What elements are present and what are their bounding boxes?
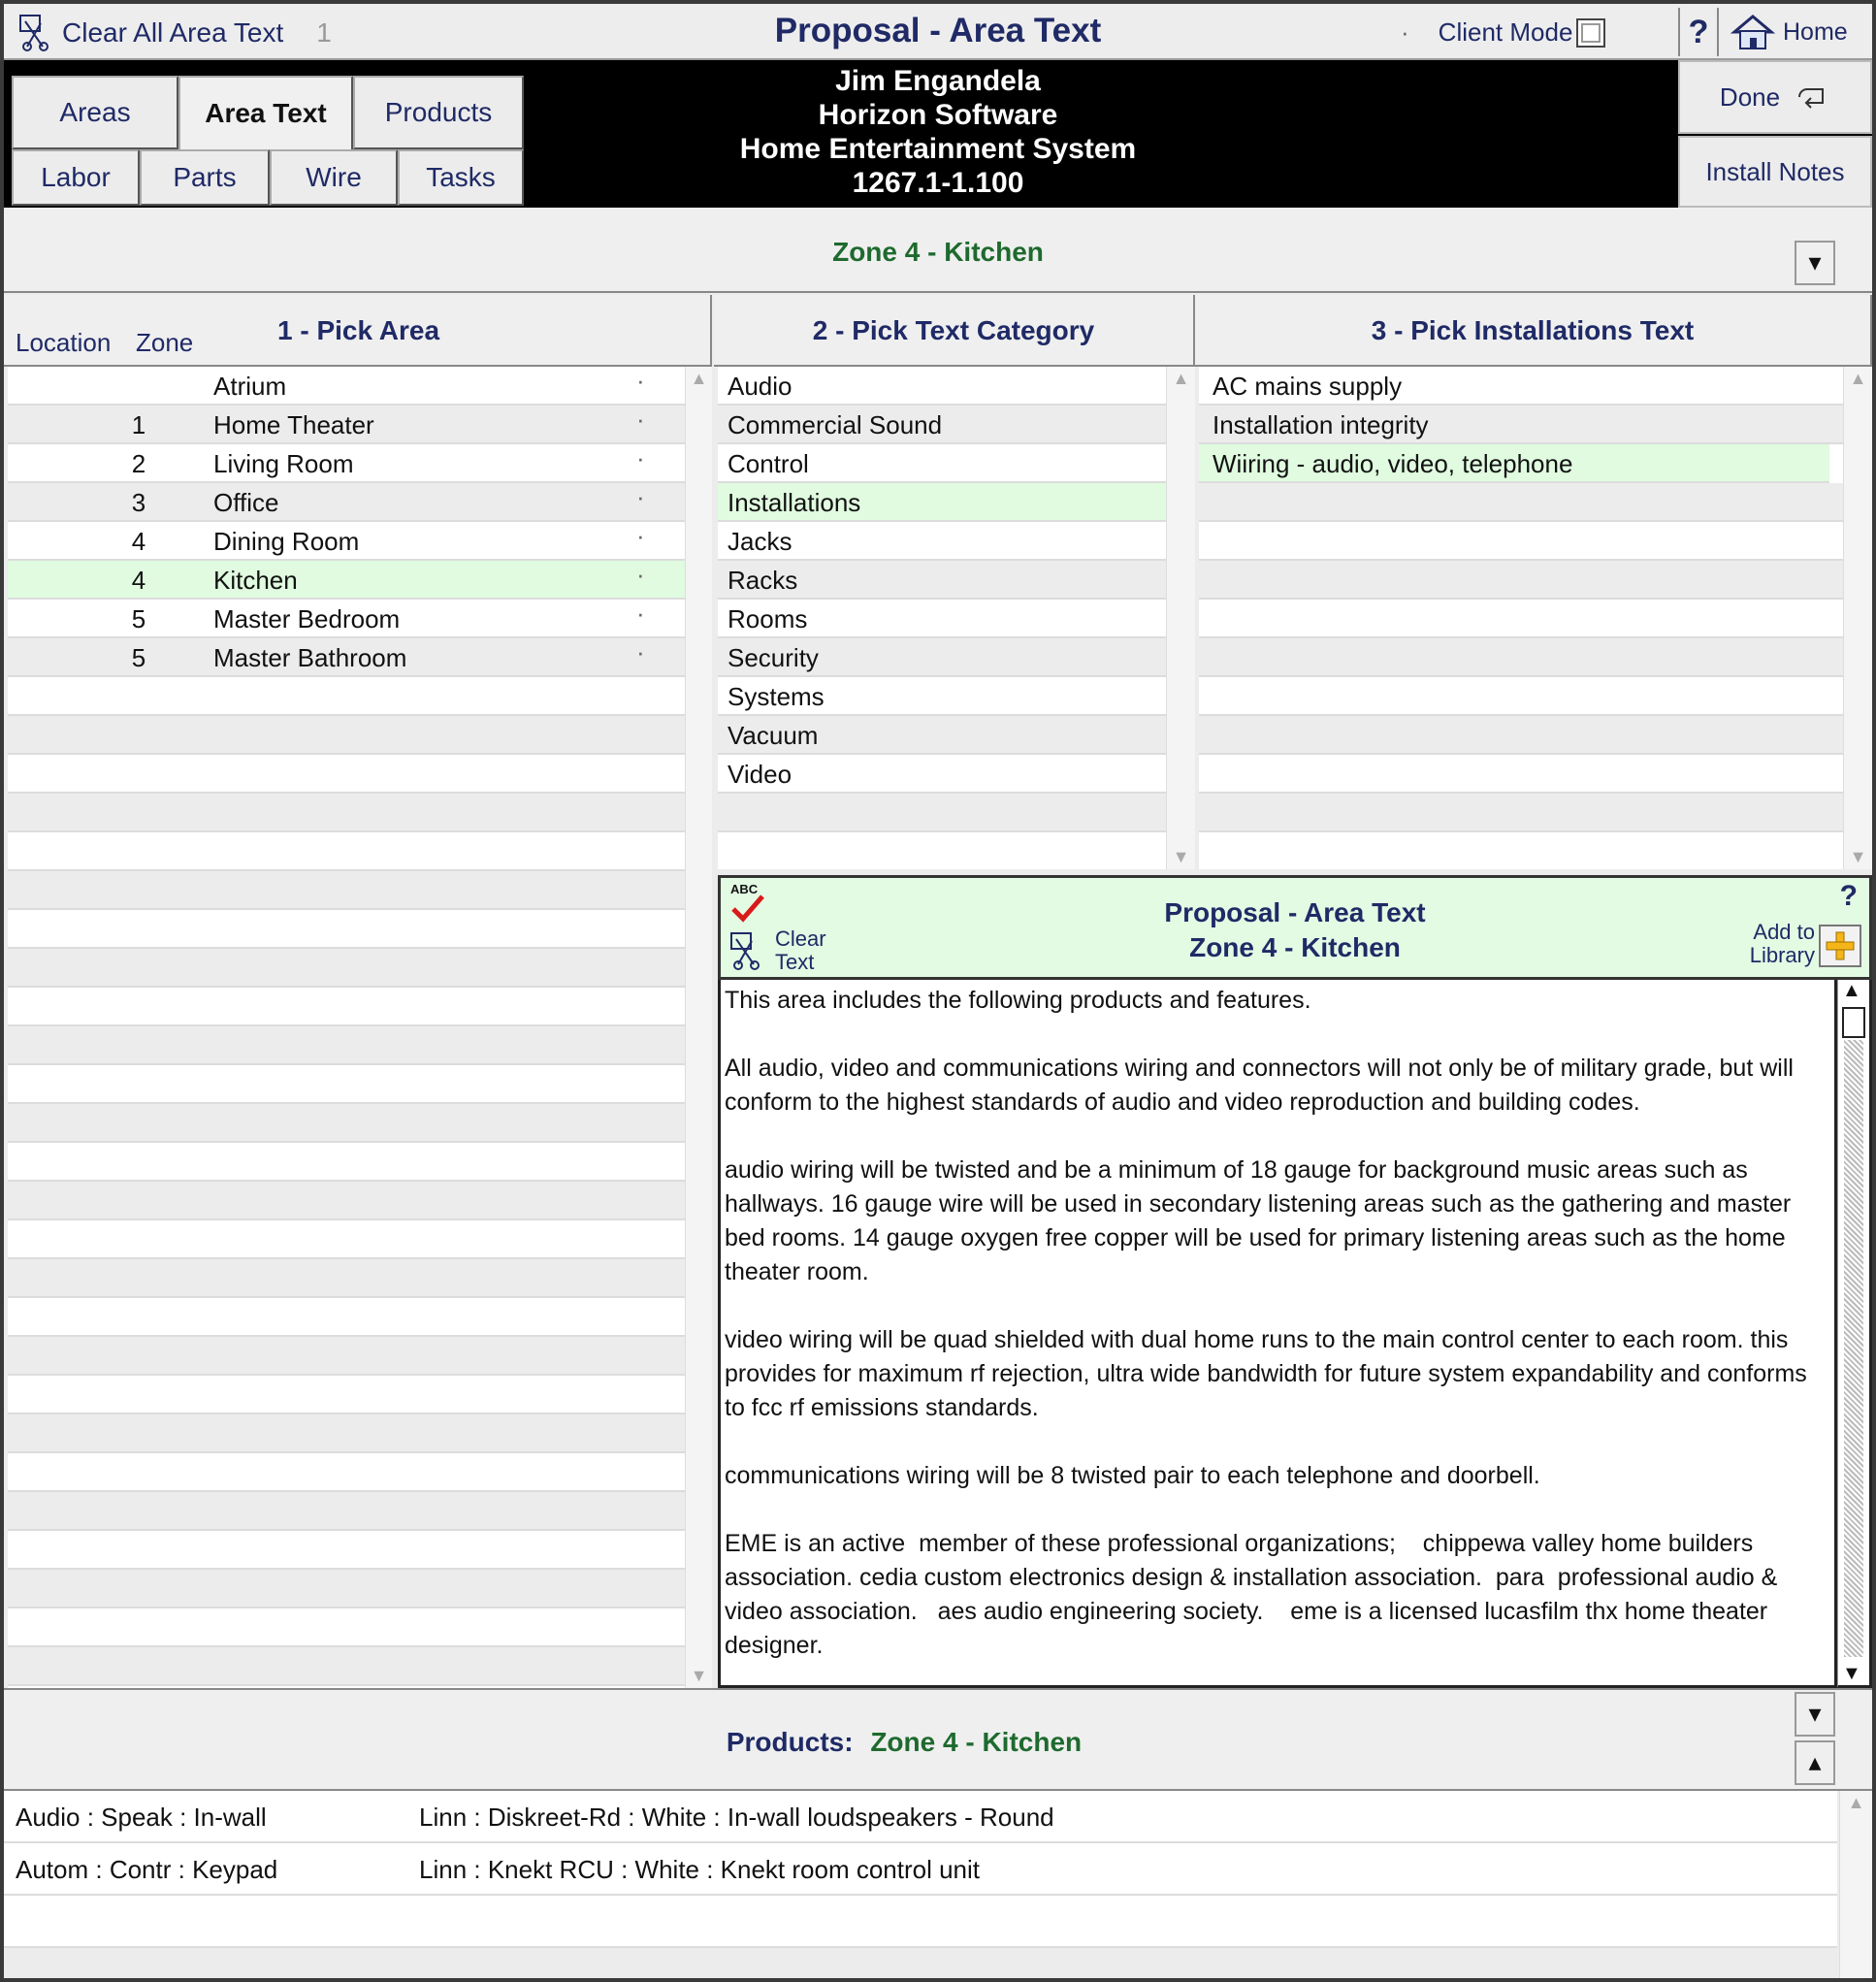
installation-row[interactable] xyxy=(1199,755,1843,794)
product-description: Linn : Knekt RCU : White : Knekt room control unit xyxy=(419,1855,981,1884)
scroll-down-icon[interactable]: ▼ xyxy=(1842,1663,1861,1684)
clear-all-count: 1 xyxy=(316,17,332,48)
page-title: Proposal - Area Text xyxy=(774,12,1102,49)
area-name: Master Bathroom xyxy=(213,643,407,672)
text-editor-header xyxy=(718,875,1872,980)
area-dot: · xyxy=(636,599,645,628)
area-name: Atrium xyxy=(213,372,287,401)
home-label: Home xyxy=(1783,17,1848,46)
category-label: Security xyxy=(728,643,819,672)
area-list-scrollbar[interactable] xyxy=(685,367,712,1688)
area-row[interactable] xyxy=(8,1220,685,1259)
products-title xyxy=(4,1727,1804,1758)
installations-list[interactable] xyxy=(1199,367,1843,869)
tab-tasks[interactable]: Tasks xyxy=(398,149,524,206)
zone-title: Zone 4 - Kitchen xyxy=(832,237,1044,267)
pick-category-header: 2 - Pick Text Category xyxy=(714,295,1195,367)
scroll-down-icon[interactable]: ▼ xyxy=(1849,847,1867,866)
installation-row[interactable] xyxy=(1199,444,1829,483)
editor-paragraph: All audio, video and communications wiring and connectors will not only be of military grade, but will conform to the highest standards of audio and video reproduction and building codes. xyxy=(725,1055,1800,1116)
company-name: Horizon Software xyxy=(818,99,1058,131)
area-row[interactable] xyxy=(8,755,685,794)
installation-label: Wiiring - audio, video, telephone xyxy=(1213,449,1573,478)
area-zone: 4 xyxy=(131,566,146,595)
scroll-up-icon[interactable]: ▲ xyxy=(1842,980,1861,1001)
area-row[interactable] xyxy=(8,1492,685,1531)
product-category: Audio : Speak : In-wall xyxy=(16,1803,267,1832)
category-row[interactable] xyxy=(718,600,1166,638)
area-row[interactable] xyxy=(8,1531,685,1570)
installation-row[interactable] xyxy=(1199,677,1843,716)
area-dot: · xyxy=(636,521,645,550)
client-mode-toggle[interactable] xyxy=(1401,17,1605,48)
tab-area-text[interactable]: Area Text xyxy=(178,76,353,149)
category-label: Racks xyxy=(728,566,798,595)
category-label: Audio xyxy=(728,372,792,401)
category-row[interactable] xyxy=(718,367,1166,406)
area-row[interactable] xyxy=(8,871,685,910)
area-row[interactable] xyxy=(8,522,685,561)
scroll-down-icon[interactable]: ▼ xyxy=(690,1666,708,1685)
clear-text-label-2: Text xyxy=(775,950,815,974)
scroll-track[interactable] xyxy=(1844,1040,1863,1657)
editor-scrollbar[interactable] xyxy=(1837,980,1872,1688)
area-dot: · xyxy=(636,443,645,472)
plus-icon xyxy=(1825,930,1856,961)
help-button[interactable]: ? xyxy=(1678,8,1719,56)
products-bar xyxy=(4,1688,1872,1791)
clear-all-label: Clear All Area Text xyxy=(62,17,284,48)
installation-label: Installation integrity xyxy=(1213,410,1429,439)
area-row[interactable] xyxy=(8,1414,685,1453)
product-category: Autom : Contr : Keypad xyxy=(16,1855,278,1884)
category-label: Installations xyxy=(728,488,861,517)
category-row[interactable] xyxy=(718,483,1166,522)
product-row[interactable] xyxy=(4,1896,1837,1948)
done-button[interactable] xyxy=(1678,60,1872,134)
category-row[interactable] xyxy=(718,755,1166,794)
installation-row[interactable] xyxy=(1199,483,1843,522)
area-zone: 5 xyxy=(131,643,146,672)
pick-area-header xyxy=(4,295,712,367)
area-row[interactable] xyxy=(8,367,685,406)
area-row[interactable] xyxy=(8,1337,685,1376)
spell-check-icon: ABC xyxy=(730,882,759,896)
area-text-editor[interactable] xyxy=(718,980,1837,1688)
area-zone: 4 xyxy=(131,527,146,556)
return-icon xyxy=(1794,83,1830,111)
area-name: Office xyxy=(213,488,279,517)
product-row[interactable] xyxy=(4,1791,1837,1843)
category-row[interactable] xyxy=(718,406,1166,444)
area-name: Home Theater xyxy=(213,410,374,439)
installations-list-scrollbar[interactable] xyxy=(1843,367,1872,869)
area-list[interactable] xyxy=(8,367,685,1688)
category-row[interactable] xyxy=(718,561,1166,600)
category-label: Jacks xyxy=(728,527,792,556)
editor-help-icon[interactable]: ? xyxy=(1839,880,1858,912)
editor-paragraph: communications wiring will be 8 twisted pair to each telephone and doorbell. xyxy=(725,1462,1540,1489)
add-to-library-button[interactable] xyxy=(1819,925,1861,967)
product-description: Linn : Diskreet-Rd : White : In-wall loudspeakers - Round xyxy=(419,1803,1054,1832)
area-row[interactable] xyxy=(8,1104,685,1143)
editor-paragraph: This area includes the following products and features. xyxy=(725,987,1311,1014)
area-row[interactable] xyxy=(8,910,685,949)
scroll-down-icon[interactable]: ▼ xyxy=(1172,847,1190,866)
pick-installations-header: 3 - Pick Installations Text xyxy=(1195,295,1872,367)
area-row[interactable] xyxy=(8,794,685,832)
product-row[interactable] xyxy=(4,1843,1837,1896)
category-row[interactable] xyxy=(718,794,1166,832)
area-row[interactable] xyxy=(8,483,685,522)
scroll-up-icon[interactable]: ▲ xyxy=(1172,369,1190,388)
category-label: Video xyxy=(728,760,792,789)
area-zone: 5 xyxy=(131,604,146,634)
scroll-up-icon[interactable]: ▲ xyxy=(1849,369,1867,388)
client-mode-dot: · xyxy=(1401,17,1409,47)
area-zone: 1 xyxy=(131,410,146,439)
editor-paragraph: EME is an active member of these professional organizations; chippewa valley home builders association. cedia custom electronics design & installation association. para professional audio & video association. aes audio engineering society. eme is a licensed lucasfilm thx home theater designer. xyxy=(725,1530,1785,1659)
category-row[interactable] xyxy=(718,677,1166,716)
installation-row[interactable] xyxy=(1199,561,1843,600)
installation-row[interactable] xyxy=(1199,522,1843,561)
area-row[interactable] xyxy=(8,988,685,1026)
area-row[interactable] xyxy=(8,406,685,444)
tab-labor[interactable]: Labor xyxy=(12,149,140,206)
category-row[interactable] xyxy=(718,444,1166,483)
area-row[interactable] xyxy=(8,444,685,483)
pick-area-title: 1 - Pick Area xyxy=(277,315,440,345)
area-dot: · xyxy=(636,637,645,666)
editor-subtitle: Zone 4 - Kitchen xyxy=(1189,932,1401,962)
editor-paragraph: audio wiring will be twisted and be a minimum of 18 gauge for background music areas such as hallways. 16 gauge wire will be used in secondary listening areas such as the gathering and master bed rooms. 14 gauge oxygen free copper will be used for primary listening areas such as the home theater room. xyxy=(725,1156,1798,1285)
area-row[interactable] xyxy=(8,561,685,600)
area-row[interactable] xyxy=(8,1182,685,1220)
collapse-button[interactable] xyxy=(1795,241,1835,285)
area-row[interactable] xyxy=(8,716,685,755)
area-dot: · xyxy=(636,482,645,511)
location-label: Location xyxy=(16,328,112,357)
area-row[interactable] xyxy=(8,1608,685,1647)
client-name: Jim Engandela xyxy=(835,65,1041,97)
category-list-scrollbar[interactable] xyxy=(1166,367,1195,869)
installation-row[interactable] xyxy=(1199,794,1843,832)
area-row[interactable] xyxy=(8,1143,685,1182)
area-row[interactable] xyxy=(8,1647,685,1686)
installation-row[interactable] xyxy=(1199,638,1843,677)
area-row[interactable] xyxy=(8,832,685,871)
category-label: Control xyxy=(728,449,809,478)
scroll-thumb[interactable] xyxy=(1842,1007,1865,1038)
category-label: Systems xyxy=(728,682,825,711)
collapse-up-icon: ▴ xyxy=(1808,1747,1822,1776)
client-mode-label: Client Mode xyxy=(1438,17,1573,47)
area-row[interactable] xyxy=(8,1065,685,1104)
category-label: Commercial Sound xyxy=(728,410,943,439)
products-prefix: Products: xyxy=(726,1727,854,1757)
tab-products[interactable]: Products xyxy=(353,76,524,149)
done-label: Done xyxy=(1719,81,1781,112)
category-list[interactable] xyxy=(718,367,1166,869)
area-row[interactable] xyxy=(8,1026,685,1065)
home-button[interactable] xyxy=(1730,8,1848,56)
home-icon xyxy=(1730,13,1775,51)
area-name: Kitchen xyxy=(213,566,298,595)
zone-bar xyxy=(4,208,1872,293)
area-dot: · xyxy=(636,367,645,395)
area-zone: 3 xyxy=(131,488,146,517)
collapse-icon: ▾ xyxy=(1808,247,1822,276)
collapse-up-button[interactable] xyxy=(1795,1740,1835,1785)
library-label: Library xyxy=(1749,943,1815,967)
scroll-up-icon[interactable]: ▲ xyxy=(1847,1793,1865,1812)
category-label: Vacuum xyxy=(728,721,819,750)
add-to-label: Add to xyxy=(1753,920,1815,944)
products-scrollbar[interactable] xyxy=(1839,1791,1872,1982)
category-row[interactable] xyxy=(718,716,1166,755)
products-zone: Zone 4 - Kitchen xyxy=(870,1727,1083,1757)
category-label: Rooms xyxy=(728,604,808,634)
install-notes-button[interactable]: Install Notes xyxy=(1678,136,1872,208)
installation-row[interactable] xyxy=(1199,406,1843,444)
tab-wire[interactable]: Wire xyxy=(270,149,398,206)
area-dot: · xyxy=(636,405,645,434)
area-zone: 2 xyxy=(131,449,146,478)
installation-row[interactable] xyxy=(1199,600,1843,638)
area-name: Dining Room xyxy=(213,527,360,556)
installation-row[interactable] xyxy=(1199,367,1843,406)
area-row[interactable] xyxy=(8,677,685,716)
area-row[interactable] xyxy=(8,1570,685,1608)
client-mode-checkbox[interactable] xyxy=(1576,18,1605,48)
area-dot: · xyxy=(636,560,645,589)
area-name: Master Bedroom xyxy=(213,604,401,634)
area-row[interactable] xyxy=(8,1259,685,1298)
category-row[interactable] xyxy=(718,522,1166,561)
area-row[interactable] xyxy=(8,600,685,638)
area-row[interactable] xyxy=(8,1376,685,1414)
editor-paragraph: video wiring will be quad shielded with dual home runs to the main control center to each room. this provides for maximum rf rejection, ultra wide bandwidth for future system expandability and conforms to fcc rf emissions standards. xyxy=(725,1326,1814,1421)
add-to-library-label xyxy=(1750,921,1815,967)
collapse-down-icon: ▾ xyxy=(1808,1699,1822,1728)
proposal-info xyxy=(547,64,1329,200)
scroll-up-icon[interactable]: ▲ xyxy=(690,369,708,388)
area-row[interactable] xyxy=(8,638,685,677)
editor-title: Proposal - Area Text xyxy=(1164,897,1426,927)
area-row[interactable] xyxy=(8,1298,685,1337)
category-row[interactable] xyxy=(718,638,1166,677)
area-row[interactable] xyxy=(8,949,685,988)
system-name: Home Entertainment System xyxy=(739,133,1137,165)
tab-areas[interactable]: Areas xyxy=(12,76,178,149)
installation-row[interactable] xyxy=(1199,716,1843,755)
area-row[interactable] xyxy=(8,1453,685,1492)
installation-label: AC mains supply xyxy=(1213,372,1403,401)
zone-label: Zone xyxy=(136,328,194,357)
tab-parts[interactable]: Parts xyxy=(140,149,270,206)
area-name: Living Room xyxy=(213,449,354,478)
collapse-down-button[interactable] xyxy=(1795,1692,1835,1737)
clear-text-label: Clear xyxy=(775,926,826,951)
proposal-version: 1267.1-1.100 xyxy=(852,167,1024,199)
